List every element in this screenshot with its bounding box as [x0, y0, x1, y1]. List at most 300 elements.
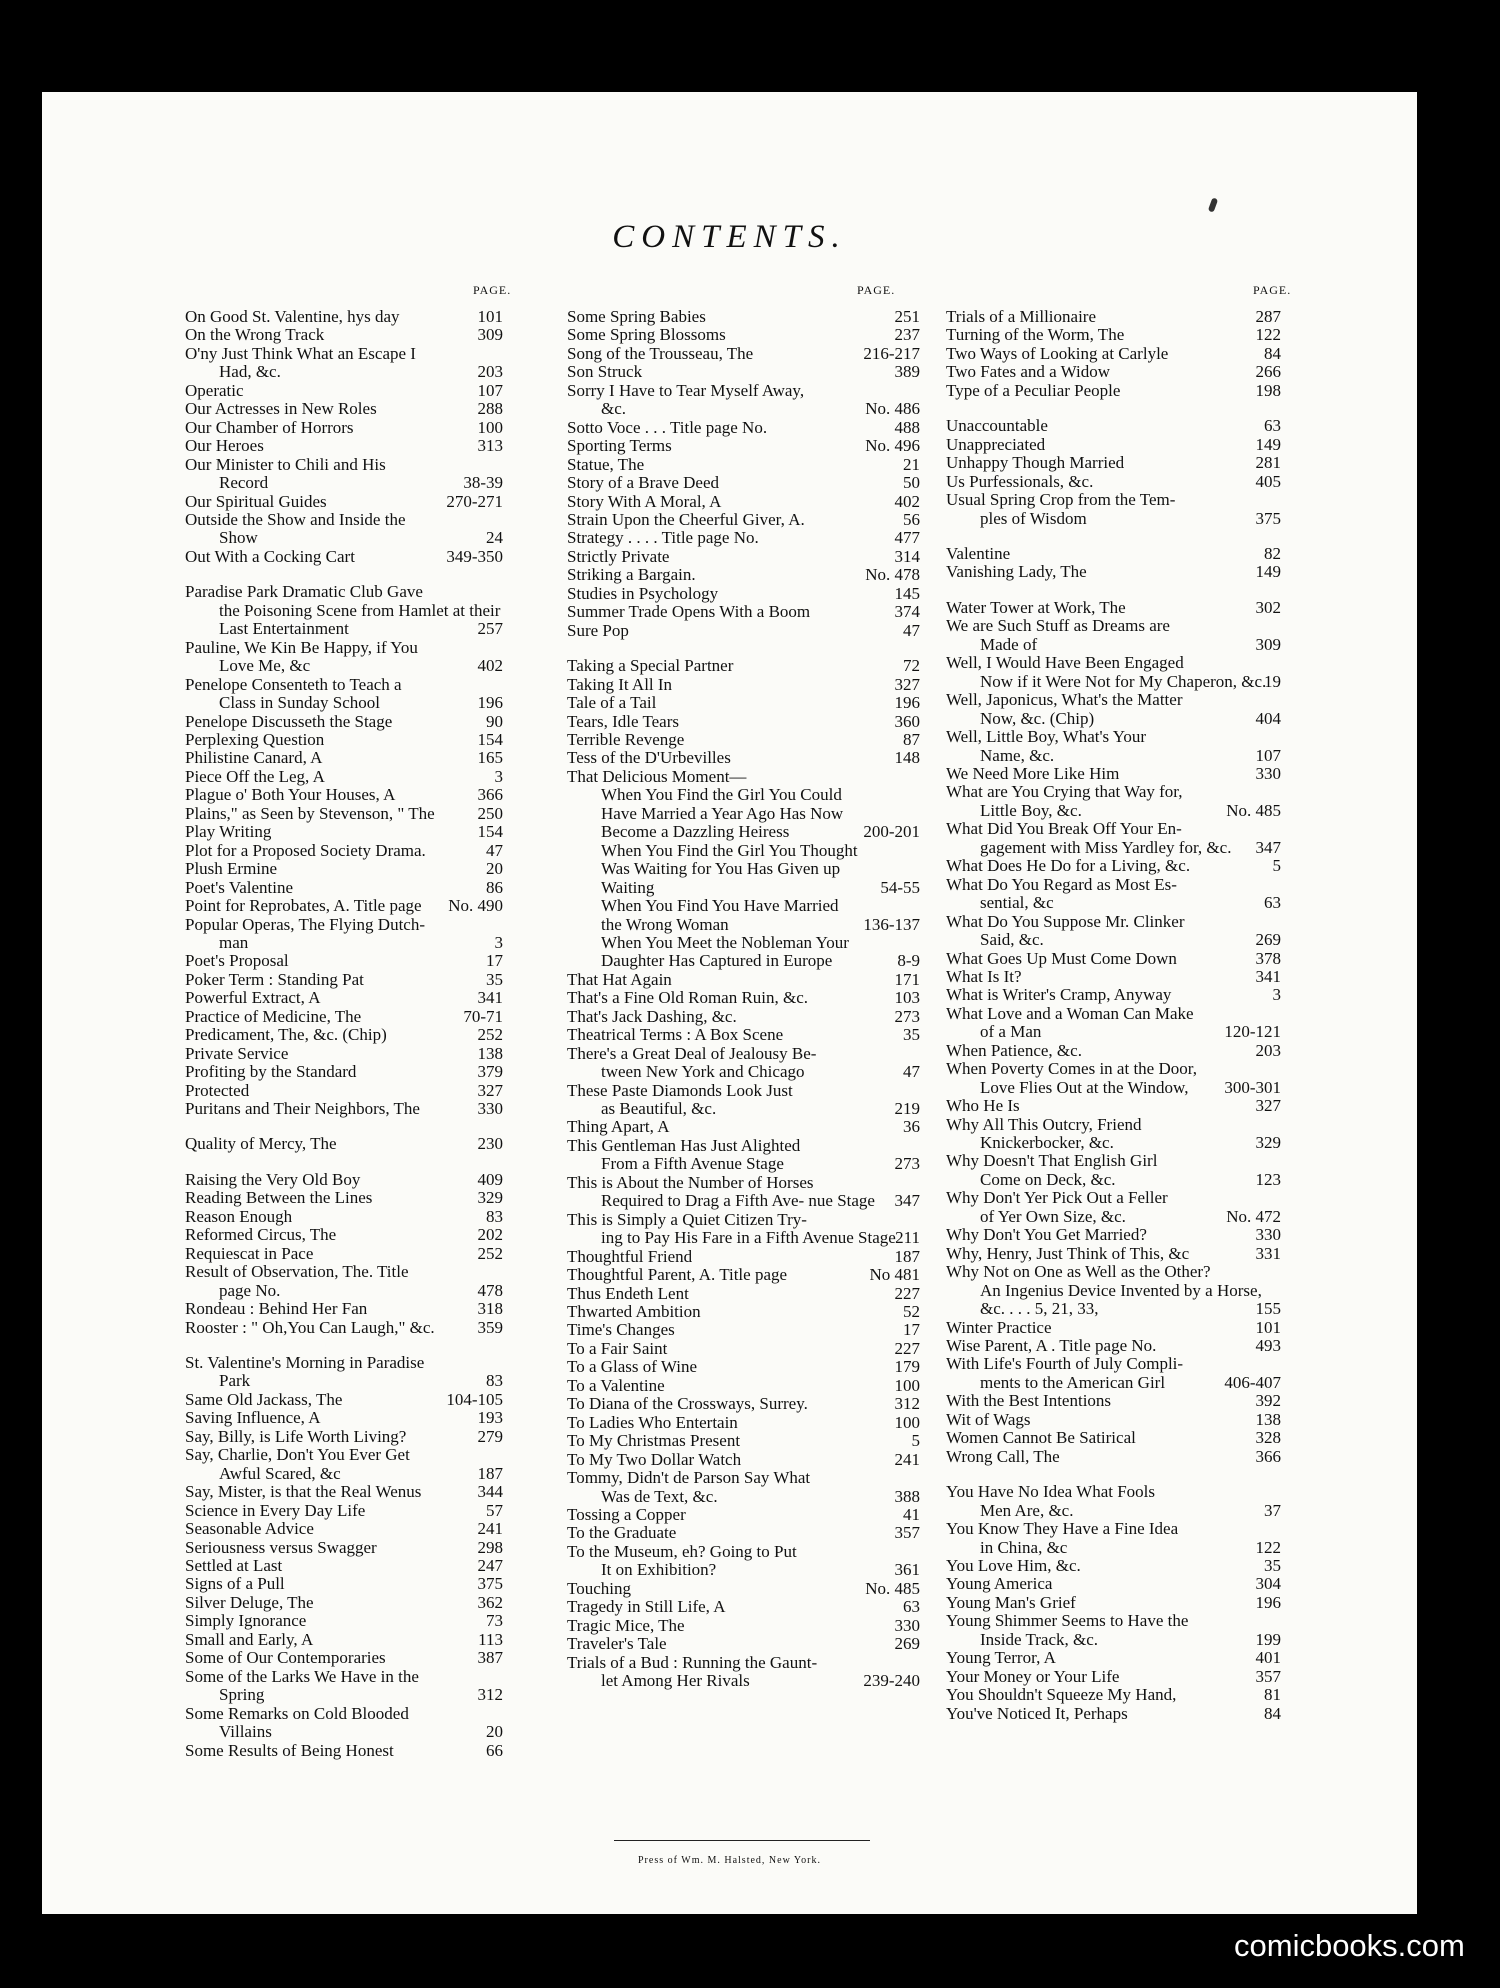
entry-page: 227 [894, 1283, 920, 1303]
entry-title: Strategy . . . . Title page No. [567, 528, 759, 548]
toc-entry [185, 400, 503, 418]
toc-entry [567, 694, 920, 712]
toc-entry [946, 1448, 1281, 1466]
entry-page: 154 [477, 822, 503, 842]
entry-page: 148 [894, 748, 920, 768]
toc-entry [185, 749, 503, 767]
entry-continuation: An Ingenius Device Invented by a Horse, &c. . . . 5, 21, 33, [980, 1280, 1262, 1319]
entry-title: Why All This Outcry, Friend [946, 1114, 1142, 1134]
entry-title: This is About the Number of Horses [567, 1172, 814, 1192]
toc-entry [946, 417, 1281, 435]
toc-entry [185, 786, 503, 804]
entry-title: Wise Parent, A . Title page No. [946, 1336, 1157, 1356]
toc-entry [185, 1245, 503, 1263]
entry-page: 90 [486, 711, 503, 731]
entry-title: Rooster : " Oh,You Can Laugh," &c. [185, 1317, 435, 1337]
entry-title: When Poverty Comes in at the Door, [946, 1059, 1197, 1079]
section-gap [185, 1118, 503, 1135]
entry-page: 104-105 [446, 1389, 503, 1409]
entry-page: 36 [903, 1117, 920, 1137]
entry-title: Rondeau : Behind Her Fan [185, 1299, 368, 1319]
toc-entry [185, 1594, 503, 1612]
entry-title: Winter Practice [946, 1317, 1052, 1337]
toc-entry [567, 842, 920, 897]
entry-page: 357 [894, 1523, 920, 1543]
toc-entry [185, 1026, 503, 1044]
entry-page: 63 [1264, 416, 1281, 436]
entry-title: Seriousness versus Swagger [185, 1537, 377, 1557]
toc-entry [946, 691, 1281, 728]
entry-page: 138 [477, 1043, 503, 1063]
entry-title: Powerful Extract, A [185, 988, 321, 1008]
section-gap [185, 1154, 503, 1171]
entry-title: You Know They Have a Fine Idea [946, 1519, 1179, 1539]
toc-entry [567, 786, 920, 841]
entry-page: No. 485 [865, 1578, 920, 1598]
entry-title: What Love and a Woman Can Make [946, 1003, 1194, 1023]
entry-page: 57 [486, 1500, 503, 1520]
entry-page: 200-201 [863, 822, 920, 842]
entry-title: Traveler's Tale [567, 1634, 667, 1654]
toc-entry [567, 1008, 920, 1026]
toc-entry [185, 676, 503, 713]
toc-entry [567, 1469, 920, 1506]
entry-page: 216-217 [863, 343, 920, 363]
entry-title: Out With a Cocking Cart [185, 546, 355, 566]
toc-entry [185, 308, 503, 326]
toc-entry [946, 1042, 1281, 1060]
entry-title: Signs of a Pull [185, 1574, 285, 1594]
entry-page: 313 [477, 436, 503, 456]
entry-title: We are Such Stuff as Dreams are [946, 616, 1170, 636]
toc-entry [946, 363, 1281, 381]
toc-entry [946, 1649, 1281, 1667]
entry-continuation: sential, &c [980, 893, 1054, 913]
toc-entry [946, 950, 1281, 968]
entry-title: Unhappy Though Married [946, 453, 1125, 473]
entry-page: 35 [1264, 1556, 1281, 1575]
entry-continuation: Said, &c. [980, 930, 1044, 950]
toc-entry [946, 1612, 1281, 1649]
toc-entry [567, 934, 920, 971]
entry-page: 100 [894, 1375, 920, 1395]
toc-entry [185, 493, 503, 511]
entry-page: 47 [486, 840, 503, 860]
entry-title: Unappreciated [946, 434, 1046, 454]
entry-title: Saving Influence, A [185, 1408, 321, 1428]
toc-entry [185, 1446, 503, 1483]
toc-entry [185, 823, 503, 841]
entry-title: Tommy, Didn't de Parson Say What [567, 1468, 811, 1488]
entry-continuation: Love Flies Out at the Window, [980, 1077, 1189, 1097]
entry-title: With Life's Fourth of July Compli- [946, 1354, 1184, 1374]
entry-title: You Shouldn't Squeeze My Hand, [946, 1685, 1177, 1705]
toc-entry [567, 529, 920, 547]
section-gap [946, 528, 1281, 545]
entry-title: Young America [946, 1574, 1053, 1594]
entry-page: 82 [1264, 543, 1281, 563]
toc-entry [185, 916, 503, 953]
entry-page: 361 [894, 1560, 920, 1580]
entry-page: 250 [477, 803, 503, 823]
toc-entry [185, 1483, 503, 1501]
toc-entry [946, 617, 1281, 654]
entry-title: Piece Off the Leg, A [185, 766, 325, 786]
entry-title: Well, Little Boy, What's Your [946, 727, 1147, 747]
entry-page: 251 [894, 307, 920, 326]
entry-page: 239-240 [863, 1671, 920, 1691]
entry-page: No. 490 [448, 896, 503, 916]
entry-page: 366 [477, 785, 503, 805]
entry-page: 120-121 [1224, 1022, 1281, 1042]
entry-page: 5 [911, 1431, 920, 1451]
toc-entry [946, 876, 1281, 913]
page-column-label-2: PAGE. [857, 283, 896, 297]
entry-title: Tragedy in Still Life, A [567, 1597, 726, 1617]
toc-entry [567, 363, 920, 381]
entry-continuation: page No. [219, 1280, 281, 1300]
entry-page: 81 [1264, 1685, 1281, 1705]
toc-entry [946, 1557, 1281, 1575]
entry-page: 331 [1255, 1243, 1281, 1263]
entry-page: 219 [894, 1099, 920, 1119]
toc-entry [185, 952, 503, 970]
toc-entry [946, 1483, 1281, 1520]
entry-page: 35 [903, 1025, 920, 1045]
toc-entry [946, 1005, 1281, 1042]
entry-page: 387 [477, 1648, 503, 1668]
entry-page: 154 [477, 729, 503, 749]
entry-title: Usual Spring Crop from the Tem- [946, 490, 1176, 510]
entry-title: What is Writer's Cramp, Anyway [946, 985, 1172, 1005]
toc-entry [567, 585, 920, 603]
entry-title: Who He Is [946, 1096, 1020, 1116]
entry-page: 357 [1255, 1666, 1281, 1686]
entry-page: 107 [1255, 745, 1281, 765]
entry-page: 359 [477, 1317, 503, 1337]
entry-page: No. 478 [865, 565, 920, 585]
entry-title: Young Man's Grief [946, 1592, 1076, 1612]
entry-title: Sporting Terms [567, 436, 672, 456]
entry-title: Taking a Special Partner [567, 656, 734, 676]
entry-title: Result of Observation, The. Title [185, 1262, 409, 1282]
toc-entry [185, 1502, 503, 1520]
entry-title: Philistine Canard, A [185, 748, 323, 768]
entry-title: What are You Crying that Way for, [946, 782, 1183, 802]
entry-page: 17 [486, 951, 503, 971]
entry-title: To a Fair Saint [567, 1338, 668, 1358]
toc-entry [185, 1391, 503, 1409]
entry-title: We Need More Like Him [946, 763, 1120, 783]
toc-entry [946, 1411, 1281, 1429]
entry-page: 341 [477, 988, 503, 1008]
entry-continuation: Was de Text, &c. [601, 1486, 718, 1506]
toc-entry [567, 474, 920, 492]
entry-title: Strictly Private [567, 546, 670, 566]
entry-page: 281 [1255, 453, 1281, 473]
document-page [42, 92, 1417, 1914]
toc-entry [946, 1668, 1281, 1686]
toc-entry [567, 989, 920, 1007]
entry-title: Our Chamber of Horrors [185, 417, 354, 437]
section-gap [946, 582, 1281, 599]
entry-title: Sure Pop [567, 620, 629, 640]
entry-title: Plot for a Proposed Society Drama. [185, 840, 426, 860]
entry-title: When You Find the Girl You Could Have Married a Year Ago Has Now Become a Dazzling Heiress [601, 785, 844, 842]
toc-entry [946, 1686, 1281, 1704]
entry-title: Water Tower at Work, The [946, 597, 1126, 617]
entry-page: 3 [494, 932, 503, 952]
toc-entry [946, 1060, 1281, 1097]
entry-title: Some Spring Babies [567, 307, 706, 326]
entry-title: That Delicious Moment— [567, 766, 747, 786]
entry-page: 202 [477, 1225, 503, 1245]
entry-page: 388 [894, 1486, 920, 1506]
entry-page: 327 [894, 674, 920, 694]
toc-entry [185, 989, 503, 1007]
entry-title: Say, Charlie, Don't You Ever Get [185, 1445, 410, 1465]
entry-title: On the Wrong Track [185, 325, 325, 345]
entry-continuation: Now, &c. (Chip) [980, 708, 1095, 728]
toc-entry [567, 1654, 920, 1691]
entry-page: 56 [903, 509, 920, 529]
entry-page: 312 [894, 1394, 920, 1414]
entry-title: Tragic Mice, The [567, 1615, 685, 1635]
entry-title: Reading Between the Lines [185, 1188, 373, 1208]
entry-page: 35 [486, 969, 503, 989]
entry-page: 279 [477, 1426, 503, 1446]
entry-title: Unaccountable [946, 416, 1048, 436]
entry-title: Why Doesn't That English Girl [946, 1151, 1158, 1171]
toc-entry [185, 1705, 503, 1742]
contents-column-3 [946, 308, 1281, 1723]
entry-title: Our Spiritual Guides [185, 491, 327, 511]
page-column-label-1: PAGE. [473, 283, 512, 297]
footer-rule [614, 1840, 870, 1841]
toc-entry [567, 1617, 920, 1635]
entry-title: Some Results of Being Honest [185, 1740, 394, 1760]
entry-title: Well, Japonicus, What's the Matter [946, 690, 1183, 710]
entry-page: 252 [477, 1243, 503, 1263]
entry-title: Operatic [185, 380, 244, 400]
entry-page: 24 [486, 528, 503, 548]
toc-entry [185, 583, 503, 638]
entry-page: 330 [1255, 763, 1281, 783]
toc-entry [185, 1557, 503, 1575]
entry-page: 241 [894, 1449, 920, 1469]
section-gap [567, 640, 920, 657]
entry-page: No. 496 [865, 436, 920, 456]
toc-entry [185, 1319, 503, 1337]
entry-title: Trials of a Bud : Running the Gaunt- [567, 1652, 818, 1672]
toc-entry [185, 639, 503, 676]
contents-column-1 [185, 308, 503, 1760]
entry-title: Outside the Show and Inside the [185, 509, 406, 529]
entry-page: 227 [894, 1338, 920, 1358]
toc-entry [185, 1612, 503, 1630]
entry-page: 273 [894, 1154, 920, 1174]
entry-page: 318 [477, 1299, 503, 1319]
entry-page: 404 [1255, 708, 1281, 728]
entry-page: No. 486 [865, 399, 920, 419]
entry-title: What Goes Up Must Come Down [946, 948, 1177, 968]
toc-entry [185, 805, 503, 823]
toc-entry [567, 1321, 920, 1339]
entry-page: 149 [1255, 562, 1281, 582]
entry-title: Time's Changes [567, 1320, 675, 1340]
entry-continuation: Love Me, &c [219, 656, 311, 676]
entry-page: 113 [478, 1629, 503, 1649]
entry-page: 270-271 [446, 491, 503, 511]
entry-continuation: Now if it Were Not for My Chaperon, &c. [980, 671, 1267, 691]
entry-page: 100 [894, 1412, 920, 1432]
entry-title: Striking a Bargain. [567, 565, 696, 585]
toc-entry [946, 857, 1281, 875]
toc-entry [567, 511, 920, 529]
entry-page: 379 [477, 1062, 503, 1082]
entry-title: Same Old Jackass, The [185, 1389, 343, 1409]
toc-entry [946, 986, 1281, 1004]
entry-title: Why Don't You Get Married? [946, 1225, 1147, 1245]
toc-entry [185, 1063, 503, 1081]
toc-entry [946, 765, 1281, 783]
entry-title: O'ny Just Think What an Escape I [185, 343, 416, 363]
entry-title: Tears, Idle Tears [567, 711, 680, 731]
entry-page: 362 [477, 1592, 503, 1612]
entry-title: This Gentleman Has Just Alighted [567, 1135, 801, 1155]
entry-page: 37 [1264, 1500, 1281, 1520]
entry-page: 273 [894, 1006, 920, 1026]
toc-entry [567, 1340, 920, 1358]
entry-page: 17 [903, 1320, 920, 1340]
entry-page: 122 [1255, 325, 1281, 345]
toc-entry [946, 1263, 1281, 1318]
entry-continuation: ments to the American Girl [980, 1372, 1166, 1392]
entry-page: 20 [486, 1722, 503, 1742]
toc-entry [185, 1208, 503, 1226]
entry-continuation: tween New York and Chicago [601, 1062, 805, 1082]
entry-title: Story With A Moral, A [567, 491, 722, 511]
entry-page: 269 [1255, 930, 1281, 950]
entry-page: 314 [894, 546, 920, 566]
entry-continuation: Men Are, &c. [980, 1500, 1074, 1520]
toc-entry [567, 749, 920, 767]
entry-page: 347 [1255, 837, 1281, 857]
section-gap [185, 1337, 503, 1354]
entry-continuation: Required to Drag a Fifth Ave- nue Stage [601, 1191, 875, 1211]
toc-entry [567, 1026, 920, 1044]
entry-page: 304 [1255, 1574, 1281, 1594]
toc-entry [946, 913, 1281, 950]
entry-title: Type of a Peculiar People [946, 380, 1121, 400]
entry-page: 347 [894, 1191, 920, 1211]
toc-entry [185, 437, 503, 455]
entry-page: 203 [1255, 1040, 1281, 1060]
entry-continuation: of a Man [980, 1022, 1042, 1042]
entry-continuation: Little Boy, &c. [980, 800, 1082, 820]
entry-title: Sorry I Have to Tear Myself Away, [567, 380, 805, 400]
entry-title: What Does He Do for a Living, &c. [946, 856, 1191, 876]
toc-entry [185, 1045, 503, 1063]
entry-page: 138 [1255, 1409, 1281, 1429]
toc-entry [567, 419, 920, 437]
entry-continuation: Villains [219, 1722, 272, 1742]
toc-entry [567, 326, 920, 344]
entry-continuation: &c. [601, 399, 627, 419]
toc-entry [567, 548, 920, 566]
toc-entry [185, 456, 503, 493]
entry-title: Puritans and Their Neighbors, The [185, 1099, 420, 1119]
entry-page: 375 [1255, 508, 1281, 528]
entry-page: 54-55 [880, 877, 920, 897]
toc-entry [567, 657, 920, 675]
entry-continuation: From a Fifth Avenue Stage [601, 1154, 784, 1174]
entry-page: 187 [894, 1246, 920, 1266]
entry-title: Penelope Consenteth to Teach a [185, 674, 402, 694]
entry-page: 327 [477, 1080, 503, 1100]
toc-entry [185, 1649, 503, 1667]
entry-title: Thus Endeth Lent [567, 1283, 689, 1303]
entry-continuation: Awful Scared, &c [219, 1463, 341, 1483]
page-title: CONTENTS. [612, 219, 847, 255]
toc-entry [567, 1598, 920, 1616]
toc-entry [946, 563, 1281, 581]
entry-title: Statue, The [567, 454, 645, 474]
toc-entry [567, 676, 920, 694]
entry-page: 193 [477, 1408, 503, 1428]
entry-title: Why Don't Yer Pick Out a Feller [946, 1188, 1168, 1208]
toc-entry [946, 1226, 1281, 1244]
entry-continuation: Knickerbocker, &c. [980, 1133, 1114, 1153]
entry-page: 330 [894, 1615, 920, 1635]
entry-page: 83 [486, 1206, 503, 1226]
toc-entry [185, 713, 503, 731]
entry-title: Practice of Medicine, The [185, 1006, 362, 1026]
toc-entry [946, 599, 1281, 617]
entry-title: Quality of Mercy, The [185, 1134, 337, 1154]
entry-page: 63 [1264, 893, 1281, 913]
entry-page: 287 [1255, 307, 1281, 326]
entry-page: 196 [894, 693, 920, 713]
entry-title: Young Terror, A [946, 1648, 1056, 1668]
entry-title: You Have No Idea What Fools [946, 1482, 1156, 1502]
entry-continuation: of Yer Own Size, &c. [980, 1206, 1126, 1226]
toc-entry [946, 1520, 1281, 1557]
entry-title: Studies in Psychology [567, 583, 719, 603]
page-column-label-3: PAGE. [1253, 283, 1292, 297]
toc-entry [185, 1409, 503, 1427]
entry-continuation: Record [219, 473, 269, 493]
toc-entry [567, 1635, 920, 1653]
entry-continuation: let Among Her Rivals [601, 1671, 750, 1691]
entry-page: 3 [494, 766, 503, 786]
toc-entry [567, 1358, 920, 1376]
entry-title: Protected [185, 1080, 250, 1100]
entry-title: Story of a Brave Deed [567, 473, 720, 493]
entry-page: 327 [1255, 1096, 1281, 1116]
entry-title: Turning of the Worm, The [946, 325, 1125, 345]
toc-entry [567, 345, 920, 363]
entry-page: 288 [477, 399, 503, 419]
entry-page: 406-407 [1224, 1372, 1281, 1392]
entry-page: 375 [477, 1574, 503, 1594]
toc-entry [567, 1285, 920, 1303]
entry-title: Taking It All In [567, 674, 673, 694]
entry-title: Thing Apart, A [567, 1117, 670, 1137]
toc-entry [185, 1008, 503, 1026]
toc-entry [567, 1266, 920, 1284]
toc-entry [185, 382, 503, 400]
